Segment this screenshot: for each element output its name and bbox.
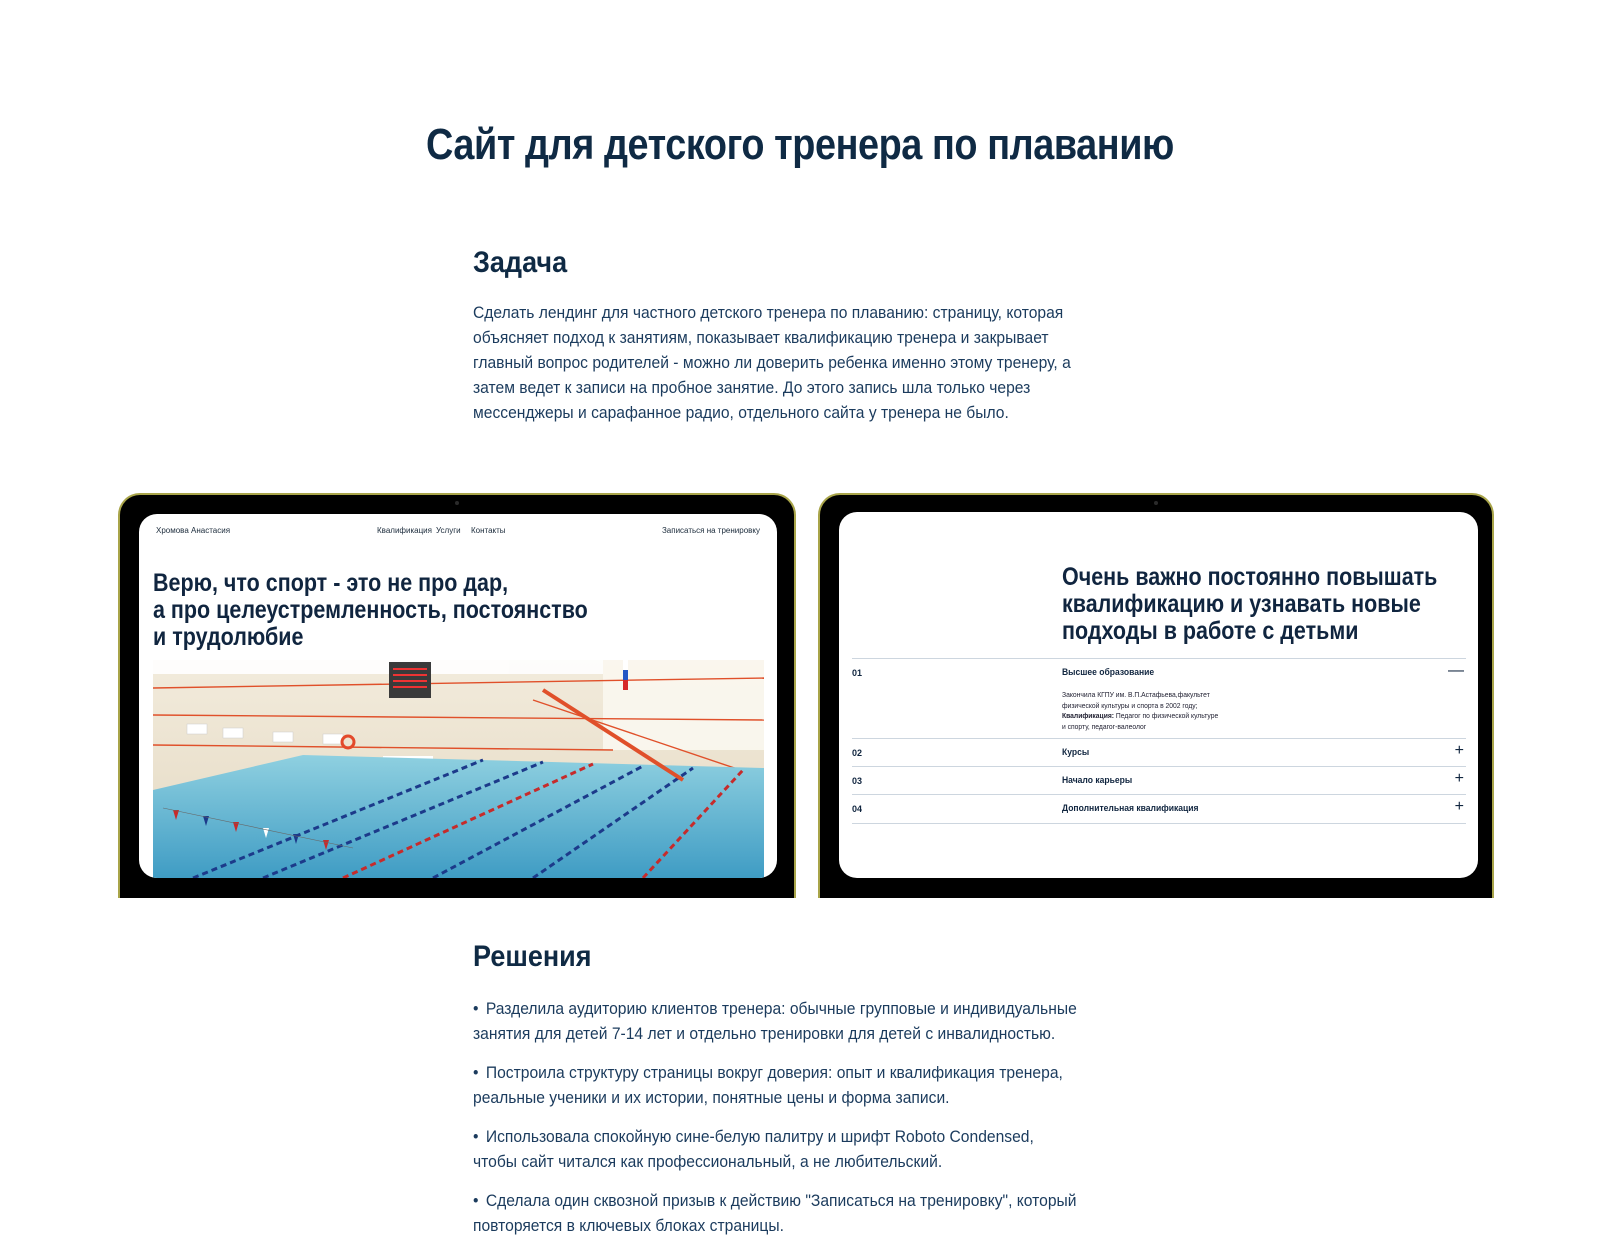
expand-icon[interactable]: +: [1454, 742, 1464, 759]
camera-dot: [455, 501, 459, 505]
accordion-number: 03: [852, 776, 863, 786]
accordion-item-extra-qualification[interactable]: [852, 794, 1466, 824]
page-title: Сайт для детского тренера по плаванию: [426, 120, 1174, 169]
laptop-mockup-left: [118, 493, 796, 898]
task-text: Сделать лендинг для частного детского тренера по плаванию: страницу, которая объясняет подход к занятиям, показывает квалификацию тренера и закрывает главный вопрос родителей - можно ли доверить ребенка именно этому тренеру, а затем ведет к записи на пробное занятие. До этого запись шла только через мессенджеры и сарафанное радио, отдельного сайта у тренера не было.: [473, 303, 1071, 422]
landing-hero-screen: [139, 514, 777, 878]
pool-photo: [153, 660, 764, 878]
nav-link-services[interactable]: Услуги: [436, 526, 461, 535]
qualification-heading: Очень важно постоянно повышать квалификацию и узнавать новые подходы в работе с детьми: [1062, 563, 1438, 645]
solution-bullet: • Использовала спокойную сине-белую палитру и шрифт Roboto Condensed, чтобы сайт читался как профессиональный, а не любительский.: [473, 1127, 1034, 1171]
brand-name[interactable]: Хромова Анастасия: [156, 526, 231, 535]
qualification-screen: [839, 512, 1478, 878]
accordion-body: Закончила КГПУ им. В.П.Астафьева,факультет физической культуры и спорта в 2002 году; Квалификация: Педагог по физической культуре и спорту, педагог-валеолог: [1062, 690, 1219, 731]
solution-bullet: • Сделала один сквозной призыв к действию "Записаться на тренировку", который повторяется в ключевых блоках страницы.: [473, 1191, 1077, 1235]
accordion-number: 04: [852, 804, 863, 814]
laptop-mockup-right: [818, 493, 1494, 898]
cta-signup-link[interactable]: Записаться на тренировку: [661, 526, 760, 535]
accordion-title: Дополнительная квалификация: [1062, 803, 1199, 814]
nav-link-contacts[interactable]: Контакты: [471, 526, 506, 535]
nav-link-qualification[interactable]: Квалификация: [377, 526, 432, 535]
expand-icon[interactable]: +: [1454, 798, 1464, 815]
solutions-section: [473, 940, 1173, 1252]
accordion-item-career-start[interactable]: [852, 766, 1466, 795]
expand-icon[interactable]: +: [1454, 770, 1464, 787]
camera-dot: [1154, 501, 1158, 505]
accordion-item-courses[interactable]: [852, 738, 1466, 767]
solution-bullet: • Разделила аудиторию клиентов тренера: обычные групповые и индивидуальные занятия для детей 7-14 лет и отдельно тренировки для детей с инвалидностью.: [473, 999, 1077, 1043]
accordion-title: Начало карьеры: [1062, 775, 1133, 786]
task-section: [473, 246, 1173, 425]
hero-heading: Верю, что спорт - это не про дар, а про целеустремленность, постоянство и трудолюбие: [153, 569, 588, 651]
collapse-icon[interactable]: —: [1448, 662, 1464, 679]
accordion-title: Курсы: [1062, 747, 1090, 758]
solutions-heading: Решения: [473, 940, 592, 973]
accordion-number: 01: [852, 668, 863, 678]
solution-bullet: • Построила структуру страницы вокруг доверия: опыт и квалификация тренера, реальные ученики и их истории, понятные цены и форма записи.: [473, 1063, 1063, 1107]
accordion-number: 02: [852, 748, 863, 758]
task-heading: Задача: [473, 246, 568, 279]
accordion-item-education[interactable]: [852, 658, 1466, 737]
accordion-title: Высшее образование: [1062, 667, 1155, 678]
